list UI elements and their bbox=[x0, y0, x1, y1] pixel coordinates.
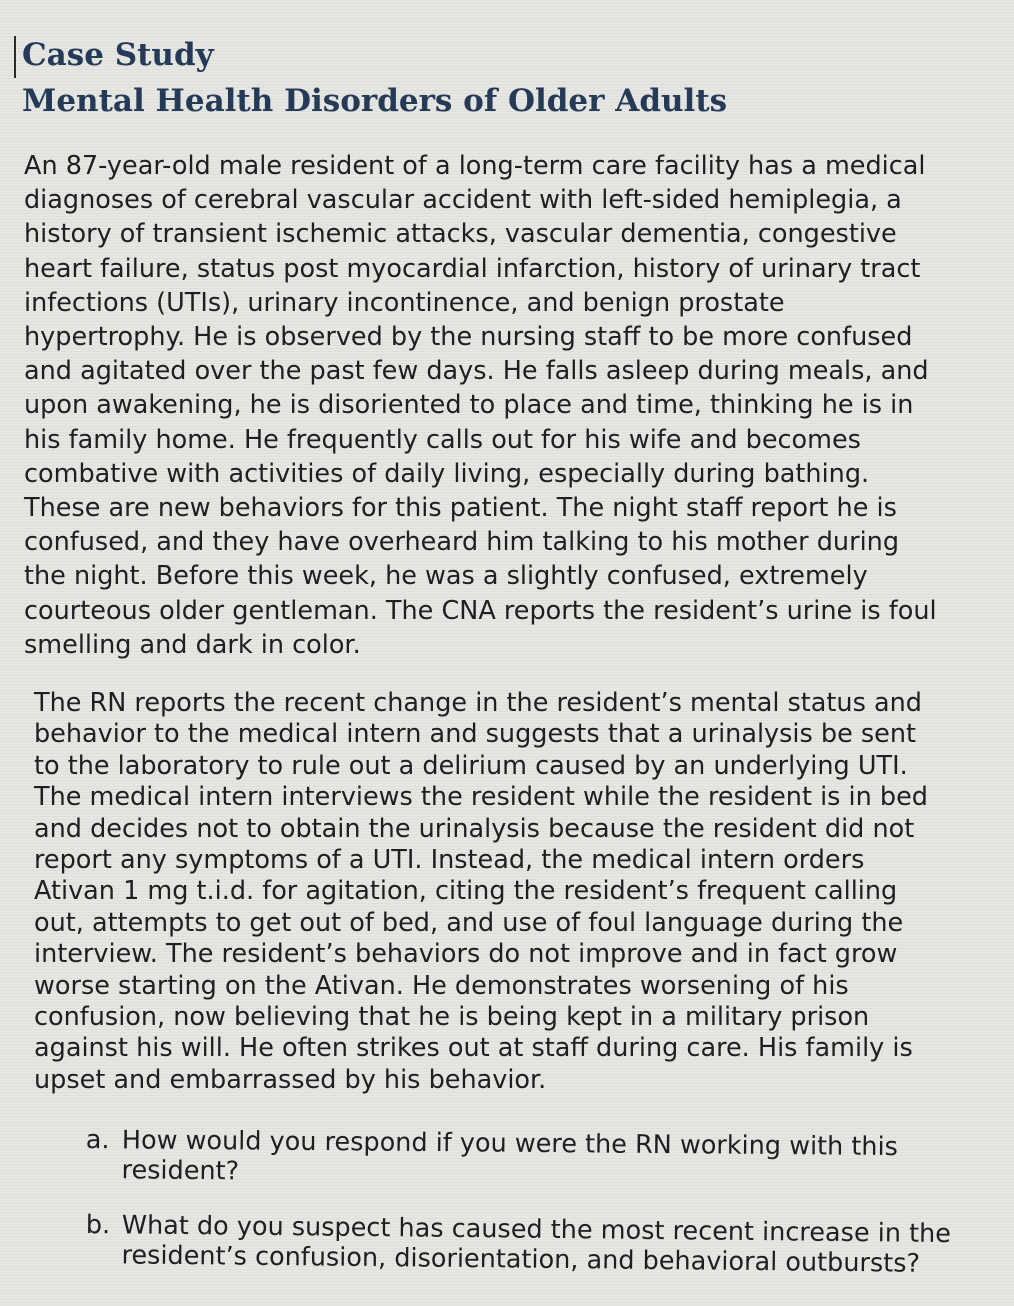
paragraph-line: Ativan 1 mg t.i.d. for agitation, citing the resident’s frequent calling bbox=[34, 876, 898, 907]
question-line: resident’s confusion, disorientation, and behavioral outbursts? bbox=[121, 1240, 921, 1279]
question-line: resident? bbox=[121, 1155, 240, 1187]
question-b bbox=[85, 1210, 966, 1285]
paragraph-line: hypertrophy. He is observed by the nursing staff to be more confused bbox=[24, 322, 913, 353]
question-marker: a. bbox=[85, 1125, 110, 1156]
paragraph-line: diagnoses of cerebral vascular accident with left-sided hemiplegia, a bbox=[24, 185, 902, 216]
paragraph-line: behavior to the medical intern and suggests that a urinalysis be sent bbox=[34, 719, 917, 750]
paragraph-line: interview. The resident’s behaviors do not improve and in fact grow bbox=[34, 939, 898, 970]
paragraph-line: courteous older gentleman. The CNA reports the resident’s urine is foul bbox=[24, 595, 937, 626]
paragraph-line: against his will. He often strikes out at staff during care. His family is bbox=[34, 1033, 913, 1064]
case-description-paragraph bbox=[24, 149, 937, 662]
paragraph-line: confused, and they have overheard him talking to his mother during bbox=[24, 527, 900, 558]
paragraph-line: combative with activities of daily living, especially during bathing. bbox=[24, 458, 870, 489]
paragraph-line: out, attempts to get out of bed, and use of foul language during the bbox=[34, 907, 904, 938]
paragraph-line: heart failure, status post myocardial infarction, history of urinary tract bbox=[24, 253, 921, 284]
question-line: How would you respond if you were the RN working with this bbox=[121, 1125, 899, 1163]
paragraph-line: to the laboratory to rule out a delirium caused by an underlying UTI. bbox=[34, 750, 908, 781]
paragraph-line: history of transient ischemic attacks, vascular dementia, congestive bbox=[24, 219, 897, 250]
heading-line-2: Mental Health Disorders of Older Adults bbox=[22, 83, 728, 119]
paragraph-line: worse starting on the Ativan. He demonstrates worsening of his bbox=[34, 970, 849, 1001]
paragraph-line: upon awakening, he is disoriented to place and time, thinking he is in bbox=[24, 390, 914, 421]
intern-response-paragraph bbox=[34, 688, 928, 1096]
paragraph-line: report any symptoms of a UTI. Instead, the medical intern orders bbox=[34, 845, 865, 876]
paragraph-line: An 87-year-old male resident of a long-term care facility has a medical bbox=[24, 151, 926, 181]
paragraph-line: The medical intern interviews the resident while the resident is in bed bbox=[34, 782, 928, 813]
heading-line-1: Case Study bbox=[22, 37, 214, 73]
heading bbox=[22, 32, 727, 124]
paragraph-line: and decides not to obtain the urinalysis because the resident did not bbox=[34, 813, 915, 844]
margin-line bbox=[14, 36, 16, 78]
paragraph-line: and agitated over the past few days. He falls asleep during meals, and bbox=[24, 356, 929, 387]
paragraph-line: These are new behaviors for this patient. The night staff report he is bbox=[24, 493, 897, 524]
paragraph-line: his family home. He frequently calls out for his wife and becomes bbox=[24, 424, 861, 455]
question-text bbox=[121, 1125, 898, 1192]
question-text bbox=[121, 1210, 951, 1279]
paragraph-line: smelling and dark in color. bbox=[24, 629, 361, 660]
question-marker: b. bbox=[85, 1210, 111, 1241]
question-line: What do you suspect has caused the most recent increase in the bbox=[121, 1210, 952, 1250]
paragraph-line: The RN reports the recent change in the resident’s mental status and bbox=[34, 688, 922, 718]
paragraph-line: the night. Before this week, he was a slightly confused, extremely bbox=[24, 561, 868, 592]
paragraph-line: infections (UTIs), urinary incontinence, and benign prostate bbox=[24, 287, 785, 318]
paragraph-line: confusion, now believing that he is being kept in a military prison bbox=[34, 1002, 870, 1033]
question-a bbox=[85, 1125, 966, 1199]
paragraph-line: upset and embarrassed by his behavior. bbox=[34, 1064, 547, 1095]
